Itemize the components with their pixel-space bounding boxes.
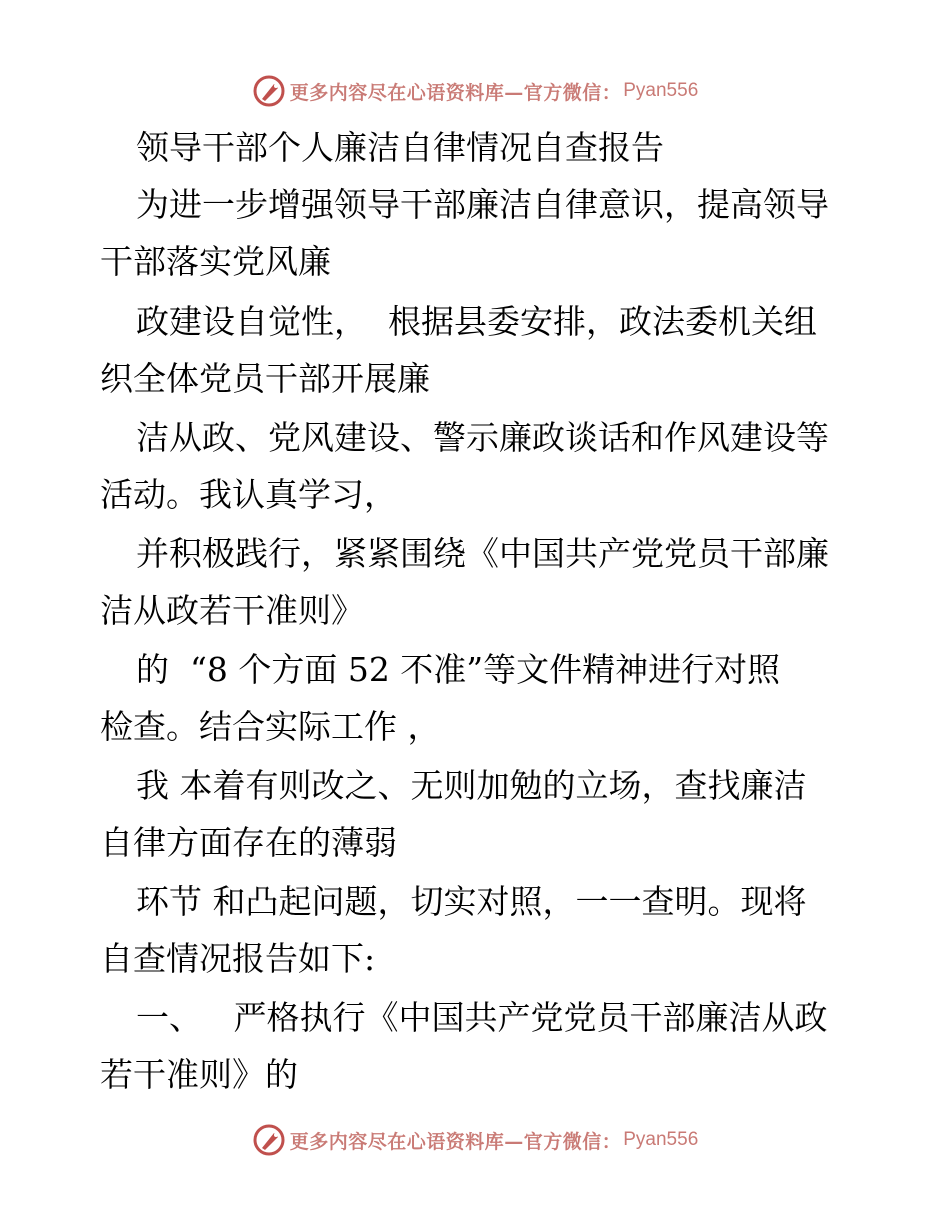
paragraph-line: 为进一步增强领导干部廉洁自律意识，提高领导 (136, 185, 829, 224)
paragraph-line: 环节 和凸起问题，切实对照，一一查明。现将 (136, 882, 807, 921)
footer-banner (0, 1122, 950, 1158)
paragraph-line: 检查。结合实际工作 ， (100, 707, 441, 746)
paragraph-line: 自查情况报告如下: (100, 939, 376, 978)
paragraph-line: 洁从政若干准则》 (100, 591, 364, 630)
paragraph-line: 织全体党员干部开展廉 (100, 359, 430, 398)
paragraph-line: 活动。我认真学习， (100, 475, 397, 514)
paragraph-line: 并积极践行，紧紧围绕《中国共产党党员干部廉 (136, 534, 829, 573)
paragraph-line: 自律方面存在的薄弱 (100, 823, 397, 862)
paragraph-line: 一、 严格执行《中国共产党党员干部廉洁从政 (136, 998, 828, 1037)
paragraph-line: 政建设自觉性， 根据县委安排，政法委机关组 (136, 302, 817, 341)
paragraph-line: 的 “8 个方面 52 不准”等文件精神进行对照 (136, 650, 781, 689)
footer-wechat-id: Pyan556 (623, 1129, 699, 1150)
paragraph-line: 我 本着有则改之、无则加勉的立场，查找廉洁 (136, 766, 807, 805)
document-title: 领导干部个人廉洁自律情况自查报告 (136, 128, 664, 167)
header-banner-text: 更多内容尽在心语资料库—官方微信： (289, 81, 622, 104)
paragraph-line: 干部落实党风廉 (100, 242, 331, 281)
pen-nib-logo-icon (252, 74, 286, 108)
paragraph-line: 若干准则》的 (100, 1055, 298, 1094)
pen-nib-logo-icon (252, 1123, 286, 1157)
paragraph-line: 洁从政、党风建设、警示廉政谈话和作风建设等 (136, 418, 829, 457)
footer-banner-text: 更多内容尽在心语资料库—官方微信： (289, 1130, 622, 1153)
header-banner (0, 73, 950, 109)
header-wechat-id: Pyan556 (623, 80, 699, 101)
